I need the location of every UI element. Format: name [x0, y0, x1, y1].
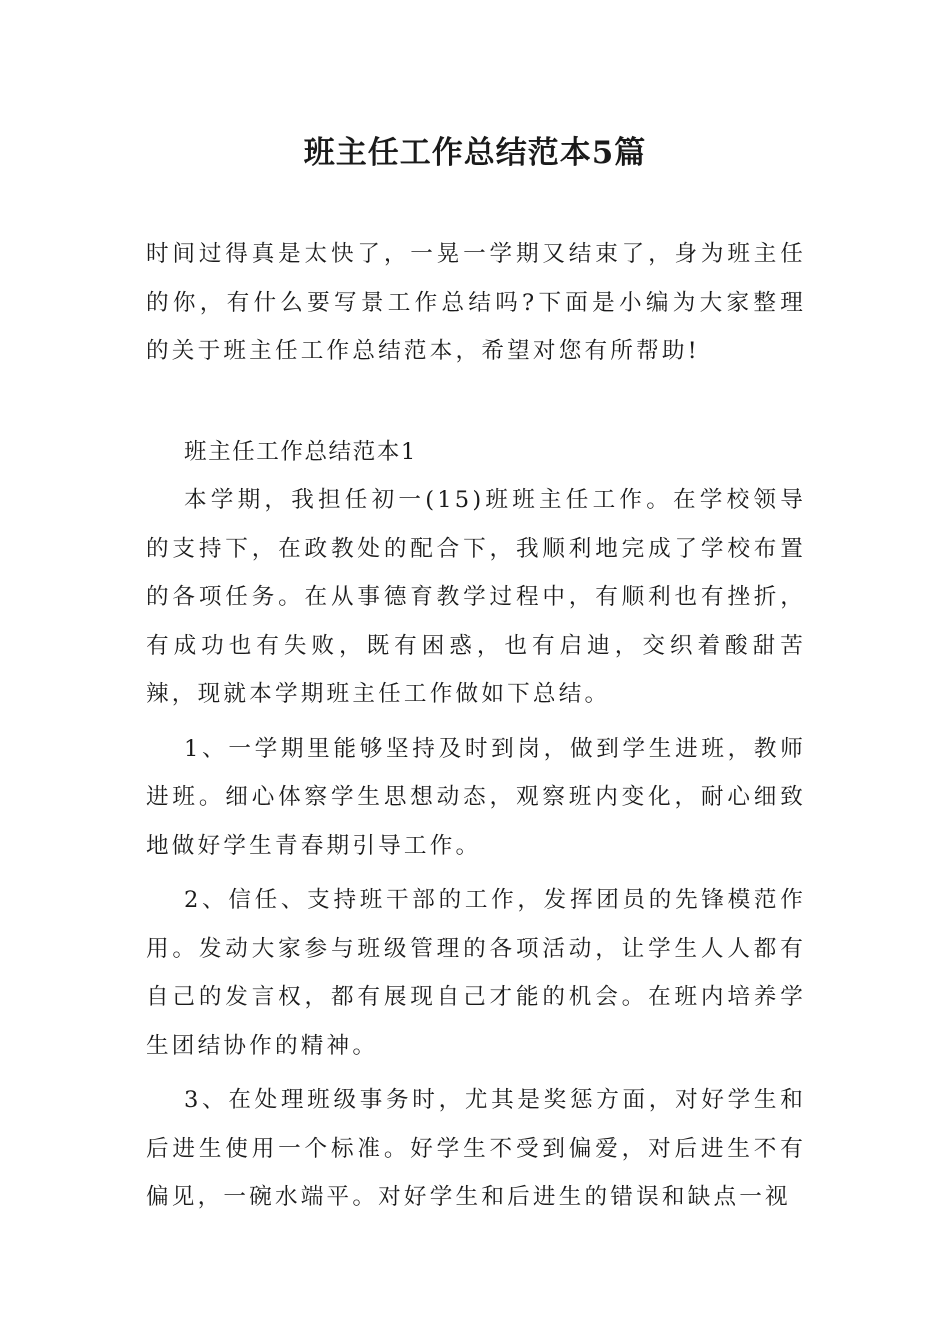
body-paragraph-2: 1、一学期里能够坚持及时到岗，做到学生进班，教师进班。细心体察学生思想动态，观察班内变化，耐心细致地做好学生青春期引导工作。	[146, 735, 806, 859]
section-body	[146, 476, 806, 1228]
body-paragraph-3: 2、信任、支持班干部的工作，发挥团员的先锋模范作用。发动大家参与班级管理的各项活动，让学生人人都有自己的发言权，都有展现自己才能的机会。在班内培养学生团结协作的精神。	[146, 887, 806, 1059]
section-heading: 班主任工作总结范本1	[184, 439, 417, 465]
body-paragraph-4: 3、在处理班级事务时，尤其是奖惩方面，对好学生和后进生使用一个标准。好学生不受到偏爱，对后进生不有偏见，一碗水端平。对好学生和后进生的错误和缺点一视	[146, 1087, 806, 1210]
document-title: 班主任工作总结范本5篇	[303, 135, 647, 171]
body-paragraph-1: 本学期，我担任初一(15)班班主任工作。在学校领导的支持下，在政教处的配合下，我顺利地完成了学校布置的各项任务。在从事德育教学过程中，有顺利也有挫折，有成功也有失败，既有困惑，也有启迪，交织着酸甜苦辣，现就本学期班主任工作做如下总结。	[146, 487, 806, 707]
intro-paragraph: 时间过得真是太快了，一晃一学期又结束了，身为班主任的你，有什么要写景工作总结吗?下面是小编为大家整理的关于班主任工作总结范本，希望对您有所帮助!	[146, 241, 806, 364]
